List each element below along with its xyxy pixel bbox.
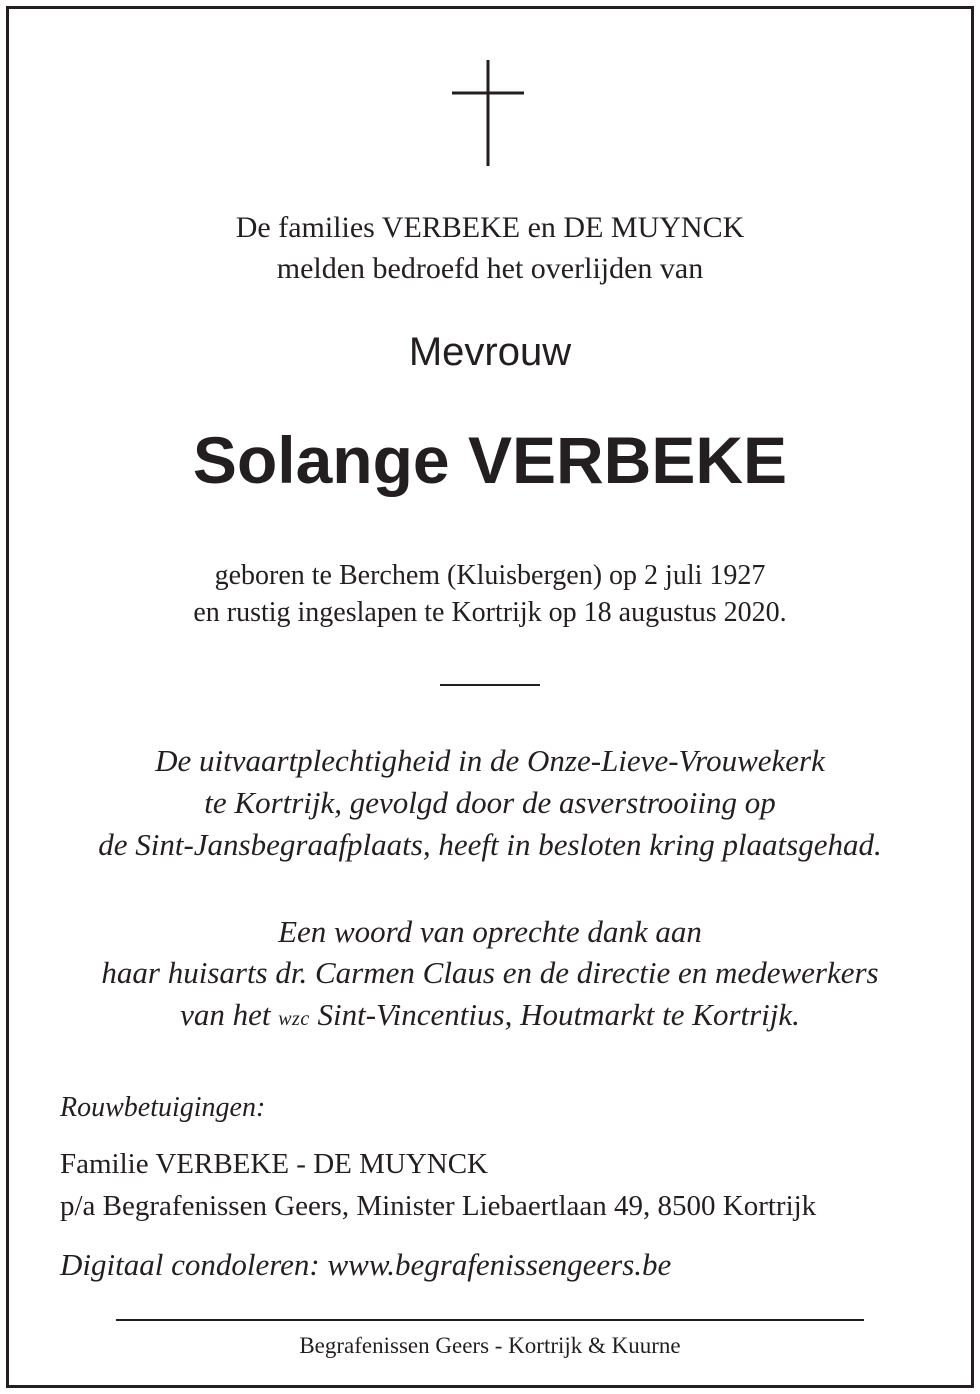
death-line: en rustig ingeslapen te Kortrijk op 18 augustus 2020.: [193, 597, 787, 628]
condolences-heading: Rouwbetuigingen:: [60, 1092, 266, 1123]
ceremony-line-3: de Sint-Jansbegraafplaats, heeft in besloten kring plaatsgehad.: [98, 827, 882, 862]
birth-line: geboren te Berchem (Kluisbergen) op 2 juli 1927: [214, 560, 766, 591]
divider-short: [440, 684, 540, 686]
thanks-line-3: [0, 994, 980, 1040]
footer-divider: [116, 1319, 864, 1321]
cross-icon: [452, 60, 524, 166]
salutation: Mevrouw: [408, 330, 572, 374]
condolences-family: Familie VERBEKE - DE MUYNCK: [60, 1148, 489, 1180]
thanks-line-3-prefix: van het: [180, 997, 271, 1032]
thanks-line-2: haar huisarts dr. Carmen Claus en de directie en medewerkers: [101, 955, 879, 990]
condolences-address: p/a Begrafenissen Geers, Minister Liebaertlaan 49, 8500 Kortrijk: [60, 1190, 817, 1222]
thanks-line-3-suffix: Sint-Vincentius, Houtmarkt te Kortrijk.: [317, 997, 800, 1032]
thanks-abbreviation: wzc: [278, 1008, 310, 1030]
digital-condolences: Digitaal condoleren: www.begrafenissengeers.be: [60, 1247, 672, 1282]
ceremony-line-2: te Kortrijk, gevolgd door de asverstrooiing op: [204, 785, 776, 820]
deceased-name: Solange VERBEKE: [192, 423, 788, 497]
intro-line-2: melden bedroefd het overlijden van: [276, 252, 704, 285]
thanks-line-1: Een woord van oprechte dank aan: [278, 914, 702, 949]
intro-line-1: De families VERBEKE en DE MUYNCK: [235, 211, 745, 244]
footer-undertaker: Begrafenissen Geers - Kortrijk & Kuurne: [299, 1333, 681, 1358]
ceremony-line-1: De uitvaartplechtigheid in de Onze-Lieve-Vrouwekerk: [155, 743, 825, 778]
